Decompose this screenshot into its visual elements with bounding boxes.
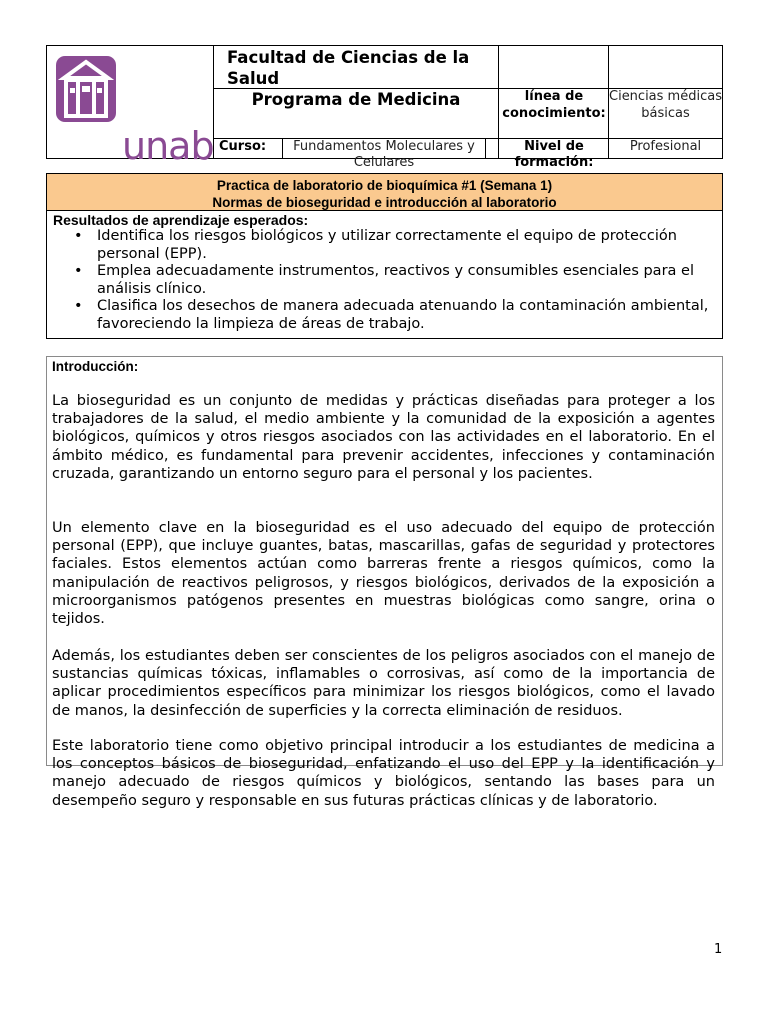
level-label: Nivel de formación: [514, 139, 594, 170]
level-value: Profesional [629, 139, 702, 154]
header-border-mid [498, 45, 499, 159]
outcomes-list [47, 228, 717, 333]
intro-paragraph-2: Un elemento clave en la bioseguridad es el uso adecuado del equipo de protección personal (EPP), que incluye guantes, batas, mascarillas, gafas de seguridad y protectores faciales. Estos elementos actúan como barreras frente a riesgos químicos, como la manipulación de reactivos peligrosos, y riesgos biológicos, derivados de la exposición a microorganismos patógenos presentes en muestras biológicas como sangre, orina o tejidos. [52, 520, 715, 628]
header-border-right [722, 45, 723, 159]
outcomes-title: Resultados de aprendizaje esperados: [53, 212, 309, 228]
practice-banner [46, 173, 723, 211]
intro-paragraph-3: Además, los estudiantes deben ser conscientes de los peligros asociados con el manejo de sustancias químicas tóxicas, inflamables o corrosivas, así como de la importancia de aplicar procedimientos específicos para minimizar los riesgos biológicos, como el lavado de manos, la desinfección de superficies y la correcta eliminación de residuos. [52, 648, 715, 719]
page-number: 1 [714, 942, 723, 957]
introduction-title: Introducción: [52, 359, 139, 374]
logo-wordmark: unab [122, 124, 214, 168]
header-border-course [282, 138, 283, 158]
course-value: Fundamentos Moleculares y Celulares [293, 139, 475, 170]
knowledge-line-label: línea de conocimiento: [502, 89, 606, 121]
university-building-icon [52, 48, 122, 126]
learning-outcomes-box [46, 210, 723, 339]
header-border-course2 [485, 138, 486, 158]
faculty-title: Facultad de Ciencias de la Salud [227, 48, 470, 88]
practice-title: Practica de laboratorio de bioquímica #1 (Semana 1) [216, 178, 553, 193]
program-title: Programa de Medicina [251, 90, 461, 109]
intro-paragraph-1: La bioseguridad es un conjunto de medidas y prácticas diseñadas para proteger a los trabajadores de la salud, el medio ambiente y la comunidad de la exposición a agentes biológicos, químicos y otros riesgos asociados con las actividades en el laboratorio. En el ámbito médico, es fundamental para prevenir accidentes, infecciones y contaminación cruzada, garantizando un entorno seguro para el personal y los pacientes. [52, 393, 715, 482]
list-item: • Clasifica los desechos de manera adecuada atenuando la contaminación ambiental, favoreciendo la limpieza de áreas de trabajo. [97, 298, 717, 333]
list-item: • Identifica los riesgos biológicos y utilizar correctamente el equipo de protección personal (EPP). [97, 228, 717, 263]
unab-logo [46, 45, 214, 168]
list-item: • Emplea adecuadamente instrumentos, reactivos y consumibles esenciales para el análisis clínico. [97, 263, 717, 298]
intro-paragraph-4: Este laboratorio tiene como objetivo principal introducir a los estudiantes de medicina a los conceptos básicos de bioseguridad, enfatizando el uso del EPP y la identificación y manejo adecuado de riesgos químicos y biológicos, sentando las bases para un desempeño seguro y responsable en sus futuras prácticas clínicas y de laboratorio. [52, 738, 715, 809]
course-label: Curso: [219, 139, 267, 154]
knowledge-line-value: Ciencias médicas básicas [609, 89, 722, 121]
practice-subtitle: Normas de bioseguridad e introducción al laboratorio [212, 195, 557, 210]
